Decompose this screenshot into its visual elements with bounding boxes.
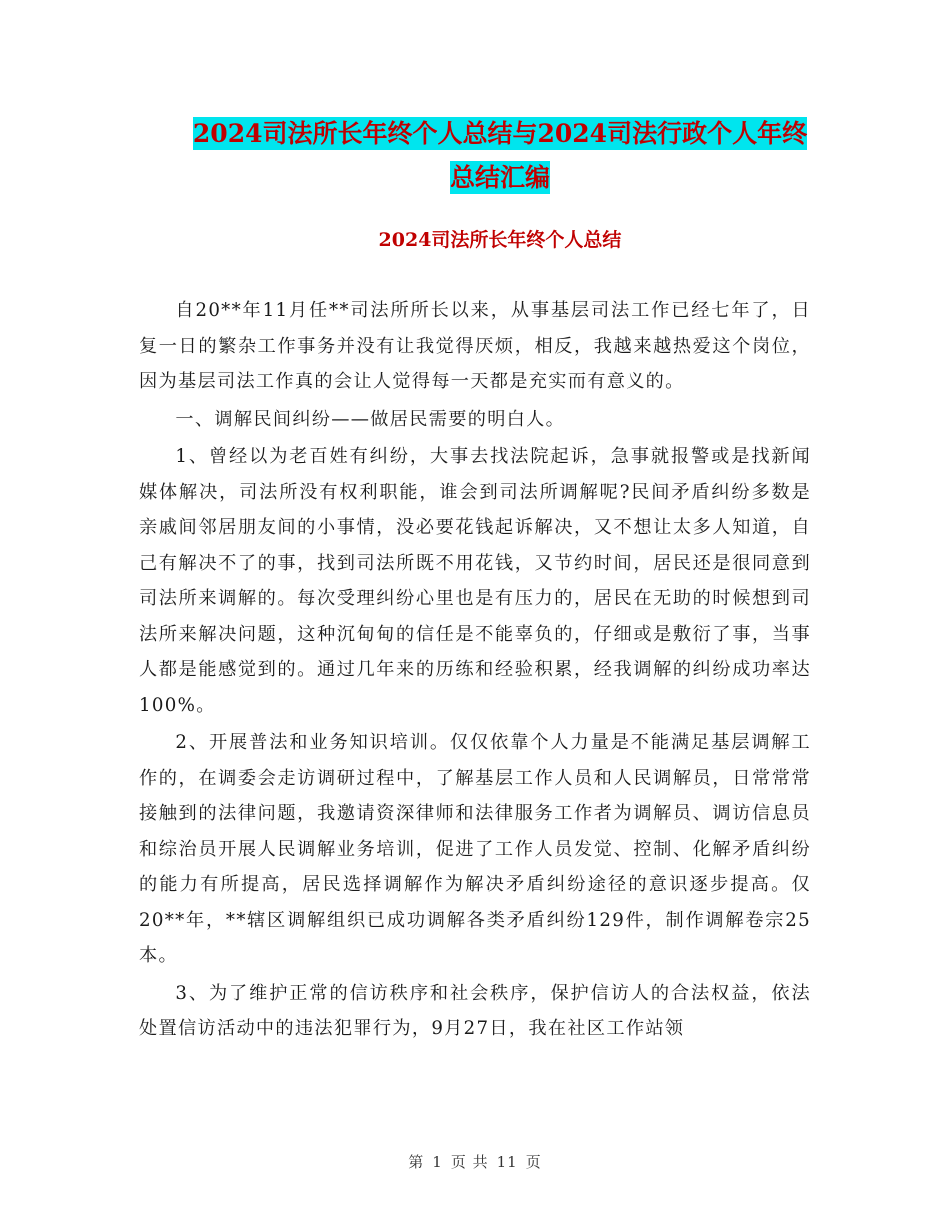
page-footer: [0, 1152, 950, 1172]
footer-suffix: 页: [525, 1153, 542, 1171]
document-title: [120, 112, 880, 200]
document-body: [139, 293, 811, 1049]
paragraph: 1、曾经以为老百姓有纠纷，大事去找法院起诉，急事就报警或是找新闻媒体解决，司法所没有权利职能，谁会到司法所调解呢?民间矛盾纠纷多数是亲戚间邻居朋友间的小事情，没必要花钱起诉解决，又不想让太多人知道，自己有解决不了的事，找到司法所既不用花钱，又节约时间，居民还是很同意到司法所来调解的。每次受理纠纷心里也是有压力的，居民在无助的时候想到司法所来解决问题，这种沉甸甸的信任是不能辜负的，仔细或是敷衍了事，当事人都是能感觉到的。通过几年来的历练和经验积累，经我调解的纠纷成功率达100%。: [139, 446, 811, 716]
footer-page-number: 1: [432, 1153, 443, 1171]
paragraph: 一、调解民间纠纷——做居民需要的明白人。: [175, 408, 566, 430]
footer-prefix: 第: [408, 1153, 425, 1171]
title-line-1: 2024司法所长年终个人总结与2024司法行政个人年终: [192, 119, 808, 148]
paragraph: 3、为了维护正常的信访秩序和社会秩序，保护信访人的合法权益，依法处置信访活动中的违法犯罪行为，9月27日，我在社区工作站领: [139, 982, 811, 1039]
paragraph: 2、开展普法和业务知识培训。仅仅依靠个人力量是不能满足基层调解工作的，在调委会走访调研过程中，了解基层工作人员和人民调解员，日常常常接触到的法律问题，我邀请资深律师和法律服务工作者为调解员、调访信息员和综治员开展人民调解业务培训，促进了工作人员发觉、控制、化解矛盾纠纷的能力有所提高，居民选择调解作为解决矛盾纠纷途径的意识逐步提高。仅20**年，**辖区调解组织已成功调解各类矛盾纠纷129件，制作调解卷宗25本。: [139, 732, 811, 966]
footer-total-pages: 11: [496, 1153, 518, 1171]
title-line-2: 总结汇编: [449, 163, 550, 192]
paragraph: 自20**年11月任**司法所所长以来，从事基层司法工作已经七年了，日复一日的繁杂工作事务并没有让我觉得厌烦，相反，我越来越热爱这个岗位，因为基层司法工作真的会让人觉得每一天都是充实而有意义的。: [139, 300, 811, 392]
section-title: 2024司法所长年终个人总结: [378, 229, 622, 251]
footer-middle: 页 共: [450, 1153, 489, 1171]
